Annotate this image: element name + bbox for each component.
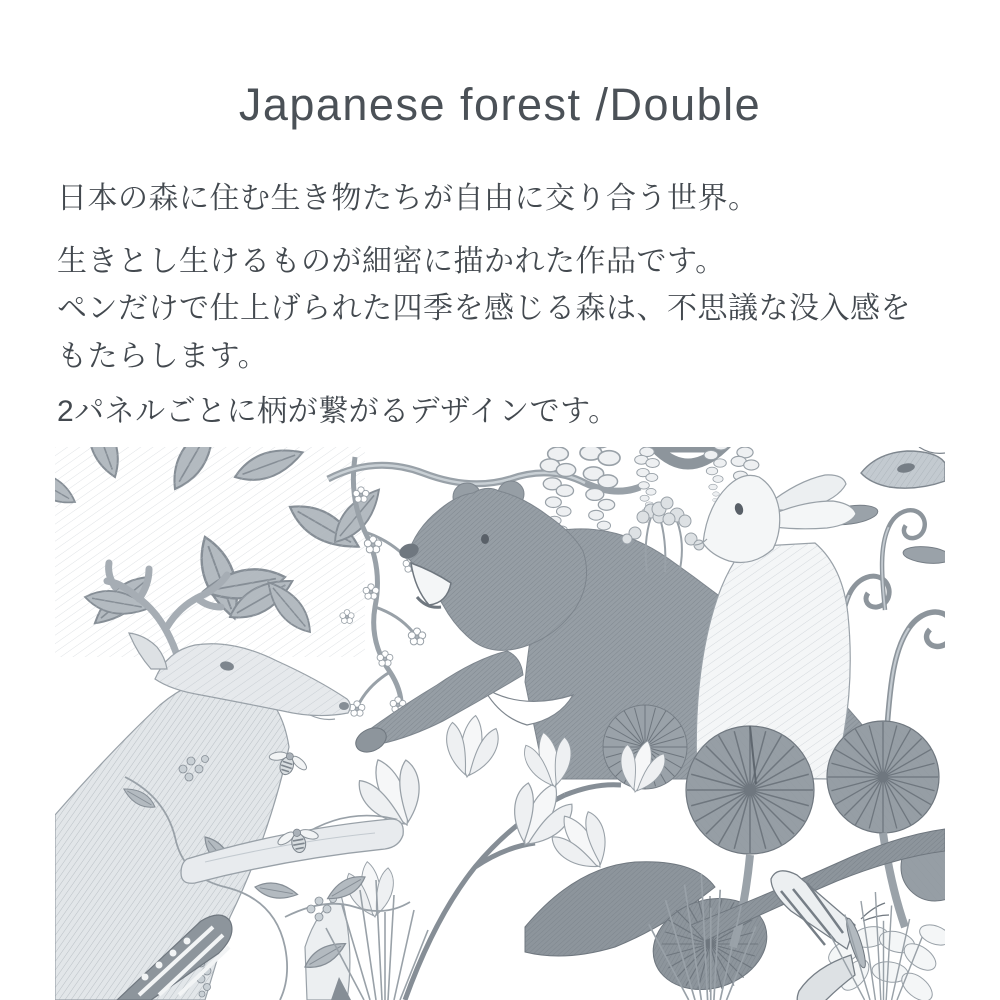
- bear-eye: [481, 534, 489, 544]
- description-line-4: もたらします。: [57, 340, 269, 373]
- page-title: Japanese forest /Double: [238, 79, 762, 130]
- forest-illustration: [55, 447, 945, 1000]
- description-line-5: 2パネルごとに柄が繋がるデザインです。: [57, 395, 619, 428]
- description-line-1: 日本の森に住む生き物たちが自由に交り合う世界。: [57, 182, 759, 215]
- deer-nose: [339, 702, 349, 710]
- camellia-leaves: [55, 447, 388, 657]
- description-line-2: 生きとし生けるものが細密に描かれた作品です。: [57, 245, 726, 278]
- description-line-3: ペンだけで仕上げられた四季を感じる森は、不思議な没入感を: [57, 292, 911, 325]
